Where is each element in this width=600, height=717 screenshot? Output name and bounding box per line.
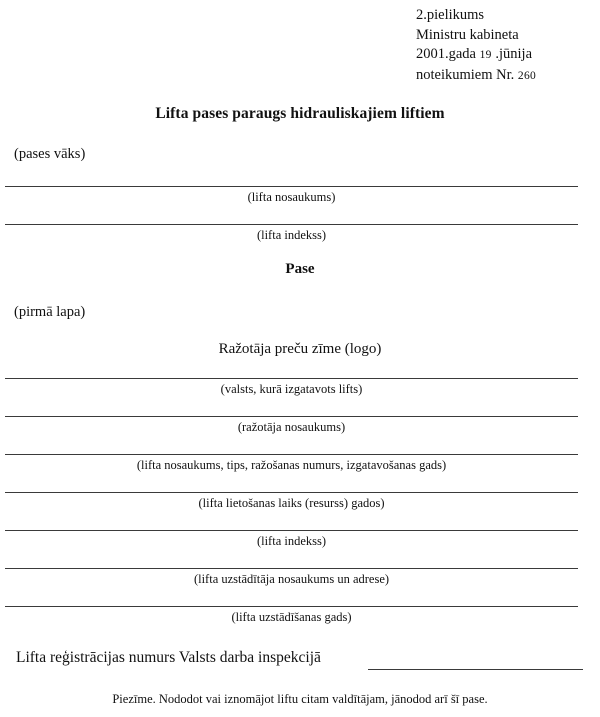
passport-field-rule-3	[5, 454, 578, 455]
passport-field-caption-5: (lifta indekss)	[256, 534, 327, 548]
document-header-block	[416, 6, 536, 86]
cover-field-caption-2: (lifta indekss)	[256, 228, 327, 242]
header-regulation-prefix: noteikumiem Nr.	[416, 66, 515, 83]
registration-number-label: Lifta reģistrācijas numurs Valsts darba inspekcijā	[16, 649, 321, 666]
passport-field-caption-3: (lifta nosaukums, tips, ražošanas numurs, izgatavošanas gads)	[136, 458, 447, 472]
passport-field-caption-4: (lifta lietošanas laiks (resurss) gados)	[198, 496, 385, 510]
passport-field-rule-5	[5, 530, 578, 531]
registration-number-input[interactable]	[368, 669, 583, 670]
passport-field-rule-2	[5, 416, 578, 417]
passport-field-rule-4	[5, 492, 578, 493]
passport-field-caption-1: (valsts, kurā izgatavots lifts)	[220, 382, 363, 396]
cover-field-caption-1: (lifta nosaukums)	[247, 190, 336, 204]
manufacturer-logo-placeholder: Ražotāja preču zīme (logo)	[218, 341, 382, 357]
passport-field-rule-1	[5, 378, 578, 379]
page-title: Lifta pases paraugs hidrauliskajiem liftiem	[155, 105, 445, 122]
passport-field-rule-6	[5, 568, 578, 569]
section-title-pase: Pase	[285, 261, 315, 277]
header-date-month: .jūnija	[495, 46, 533, 62]
header-regulation	[416, 66, 536, 87]
header-regulation-number: 260	[517, 69, 537, 82]
header-issuer: Ministru kabineta	[416, 26, 519, 43]
cover-field-rule-2	[5, 224, 578, 225]
passport-field-caption-7: (lifta uzstādīšanas gads)	[231, 610, 352, 624]
header-date-year-prefix: 2001.gada	[416, 46, 476, 62]
passport-field-caption-6: (lifta uzstādītāja nosaukums un adrese)	[193, 572, 390, 586]
cover-field-rule-1	[5, 186, 578, 187]
passport-field-rule-7	[5, 606, 578, 607]
footnote: Piezīme. Nododot vai iznomājot liftu citam valdītājam, jānodod arī šī pase.	[112, 692, 488, 706]
header-date	[416, 45, 536, 66]
header-annex-number: 2.pielikums	[416, 7, 485, 23]
header-date-day: 19	[479, 49, 492, 61]
passport-field-caption-2: (ražotāja nosaukums)	[237, 420, 346, 434]
cover-section-label: (pases vāks)	[14, 146, 86, 162]
passport-page-label: (pirmā lapa)	[14, 304, 86, 320]
